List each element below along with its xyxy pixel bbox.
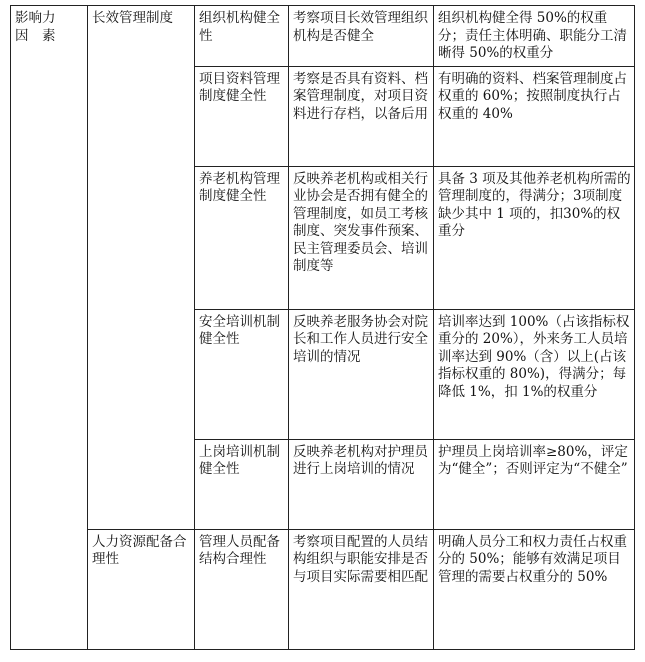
criteria-cell: 具备 3 项及其他养老机构所需的管理制度的，得满分；3项制度缺少其中 1 项的，扣30%的权重分 [434,166,635,309]
factor-line-1: 影响力 [15,10,56,26]
group-cell-hr: 人力资源配备合理性 [88,529,195,649]
item-cell: 安全培训机制健全性 [195,309,289,439]
evaluation-table [10,5,635,650]
content-cell: 反映养老服务协会对院长和工作人员进行安全培训的情况 [289,309,434,439]
item-cell: 上岗培训机制健全性 [195,439,289,529]
item-cell: 管理人员配备结构合理性 [195,529,289,649]
criteria-cell: 护理员上岗培训率≥80%，评定为“健全”；否则评定为“不健全” [434,439,635,529]
factor-cell [11,6,88,650]
criteria-cell: 明确人员分工和权力责任占权重分的 50%；能够有效满足项目管理的需要占权重分的 50% [434,529,635,649]
table-row [11,6,635,67]
content-cell: 反映养老机构对护理员进行上岗培训的情况 [289,439,434,529]
factor-line-2: 因 素 [15,27,56,44]
item-cell: 养老机构管理制度健全性 [195,166,289,309]
content-cell: 考察项目配置的人员结构组织与职能安排是否与项目实际需要相匹配 [289,529,434,649]
item-cell: 组织机构健全性 [195,6,289,67]
content-cell: 反映养老机构或相关行业协会是否拥有健全的管理制度，如员工考核制度、突发事件预案、民主管理委员会、培训制度等 [289,166,434,309]
table-row [11,529,635,649]
criteria-cell: 组织机构健全得 50%的权重分；责任主体明确、职能分工清晰得 50%的权重分 [434,6,635,67]
content-cell: 考察项目长效管理组织机构是否健全 [289,6,434,67]
criteria-cell: 培训率达到 100%（占该指标权重分的 20%），外来务工人员培训率达到 90%（含）以上(占该指标权重的 80%)，得满分；每降低 1%，扣 1%的权重分 [434,309,635,439]
content-cell: 考察是否具有资料、档案管理制度，对项目资料进行存档，以备后用 [289,66,434,166]
item-cell: 项目资料管理制度健全性 [195,66,289,166]
group-cell-management: 长效管理制度 [88,6,195,530]
criteria-cell: 有明确的资料、档案管理制度占权重的 60%；按照制度执行占权重的 40% [434,66,635,166]
